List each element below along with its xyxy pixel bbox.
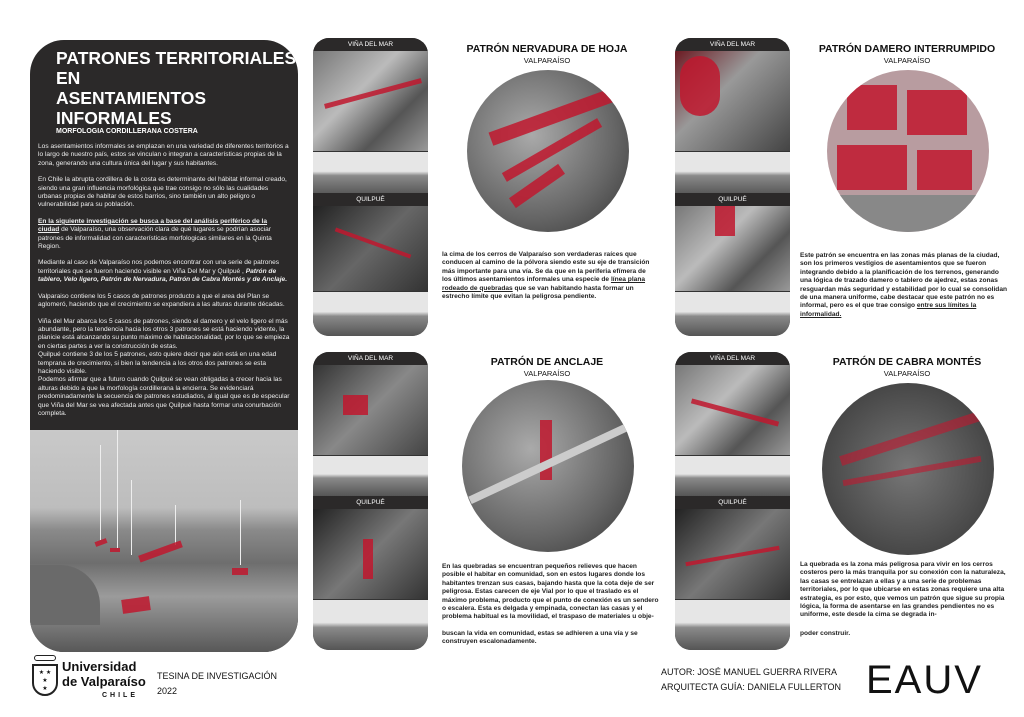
pattern-description: Este patrón se encuentra en las zonas más planas de la ciudad, son los primeros vestigios de asentamientos que se fueron integrando debido a la planificación de los terrenos, generando una lógica de trazado damero o tablero de ajedrez, estas zonas resguardan más seguridad y estabilidad por lo cual se consolidan de una manera uniforme, cabe destacar que este patrón no es informal, pero es el que trae consigo entre sus límites la informalidad. [800,252,1008,318]
pattern-description: la cima de los cerros de Valparaíso son verdaderas raíces que conducen al camino de la pólvora siendo este su eje de transición más importante para una vía. Se da que en la periferia efímera de los últimos asentamientos informales una especie de línea plana rodeado de quebradas que se van habitando hasta formar un estrecho límite que evitan la peligrosa pendiente. [442,251,650,301]
poster-title: PATRONES TERRITORIALES EN ASENTAMIENTOS INFORMALES [56,48,297,128]
paragraph: Quilpué contiene 3 de los 5 patrones, esto quiere decir que aún está en una edad temprana de crecimiento, si bien la tendencia a los otros dos patrones se esta haciendo visible. [38,351,277,375]
photo-column-cabra [675,352,790,650]
photo-column-nervadura [313,38,428,336]
map-circle-damero [827,70,989,232]
thesis-label: TESINA DE INVESTIGACIÓN [157,671,278,681]
pattern-title: PATRÓN DE CABRA MONTÉS VALPARAÍSO [832,356,982,378]
paragraph: En la siguiente investigación se busca a base del análisis periférico de la ciudad de Valparaíso, una observación clara de qué lugares se podrían asociar patrones de informalidad con características morfologicas similares en la Quinta Region. [38,217,272,251]
year: 2022 [157,686,178,696]
aerial-photo [30,430,298,652]
author: AUTOR: JOSÉ MANUEL GUERRA RIVERA [661,667,838,677]
paragraph: En Chile la abrupta cordillera de la costa es determinante del hábitat informal creado, siendo una gran influencia morfológica que trae consigo no sólo las cualidades urbanas propias de habitar de estos barrios, sino también un alto peligro o vulnerabilidad para su población. [38,176,287,209]
paragraph: Mediante al caso de Valparaíso nos podemos encontrar con una serie de patrones territoriales que se fueron haciendo visible en Viña Del Mar y Quilpué , Patrón de tablero, Velo ligero, Patrón de Nervadura, Patrón de Cabra Montés y de Anclaje. [38,259,288,284]
label-quilpue: QUILPUÉ [313,193,428,206]
shield-icon: ★ ★ ★ ★ [32,664,58,696]
photo-column-damero [675,38,790,336]
paragraph: Podemos afirmar que a futuro cuando Quilpué se vean obligadas a crecer hacia las alturas debido a que la morfología cordillerana la encierra. Se evidenciará predominadamente la secuencia de patrones estudiados, al igual que es de especular que Viña del Mar se vea afectada antes que Quilpué hasta formar una conurbación completa. [38,376,290,417]
paragraph: Viña del Mar abarca los 5 casos de patrones, siendo el damero y el velo ligero el más abundante, pero la tendencia hacia los otros 3 patrones se está haciendo vidente, la planicie está alcanzando su punto máximo de habitacionalidad, por lo que se empieza en ciertas partes a ver la construcción de estas. [38,317,290,350]
label-vina: VIÑA DEL MAR [675,352,790,365]
map-circle-nervadura [467,70,629,232]
pattern-description: La quebrada es la zona más peligrosa para vivir en los cerros costeros pero la más tranquila por su conexión con la naturaleza, las casas se entrelazan a ellas y a una serie de problemas territoriales, por lo que ubicarse en estas zonas requiere una alta estrategia, es por esto, que vemos un patrón que sigue su propia lógica, la forma de asentarse en las grandes pendientes no es uniforme, este desde la cima se degrada in- poder construir. [800,561,1006,637]
label-vina: VIÑA DEL MAR [313,352,428,365]
pattern-title: PATRÓN DE ANCLAJE VALPARAÍSO [490,356,604,378]
poster-subtitle: MORFOLOGIA CORDILLERANA COSTERA [56,128,198,135]
map-circle-anclaje [462,380,634,552]
pattern-title: PATRÓN DAMERO INTERRUMPIDO VALPARAÍSO [818,43,996,65]
photo-column-anclaje [313,352,428,650]
paragraph: Los asentamientos informales se emplazan en una variedad de diferentes territorios a lo largo de nuestro país, estos se vinculan o integran a características propias de la zona, generando una cultura única del lugar y sus habitantes. [38,143,289,167]
label-quilpue: QUILPUÉ [675,496,790,509]
pattern-description: En las quebradas se encuentran pequeños relieves que hacen posible el habitar en comunidad, son en estos lugares donde los habitantes trenzan sus casas, bajando hasta que la cota deje de ser peligrosa. Estas carecen de eje Vial por lo que el traslado es el máximo problema, producto que el punto de conexión es un sendero o escalera. Esta es delgada y empinada, conectan las casas y el problema habitual es la movilidad, el traspaso de materiales u obje- buscan la vida en comunidad, estas se adhieren a una vía y se construyen escalonadamente. [442,563,659,646]
pattern-title: PATRÓN NERVADURA DE HOJA VALPARAÍSO [466,43,628,65]
university-logo: ★ ★ ★ ★ Universidad de Valparaíso CHILE [32,655,142,707]
label-vina: VIÑA DEL MAR [675,38,790,51]
label-quilpue: QUILPUÉ [313,496,428,509]
map-circle-cabra [822,383,994,555]
intro-panel [30,40,298,652]
label-quilpue: QUILPUÉ [675,193,790,206]
label-vina: VIÑA DEL MAR [313,38,428,51]
guide: ARQUITECTA GUÍA: DANIELA FULLERTON [661,682,842,692]
paragraph: Valparaiso contiene los 5 casos de patrones producto a que el area del Plan se aglomeró, haciendo que el crecimiento se expandiera a las alturas durante décadas. [38,292,285,309]
intro-text [30,135,298,418]
eauv-logo: EAUV [866,658,983,702]
